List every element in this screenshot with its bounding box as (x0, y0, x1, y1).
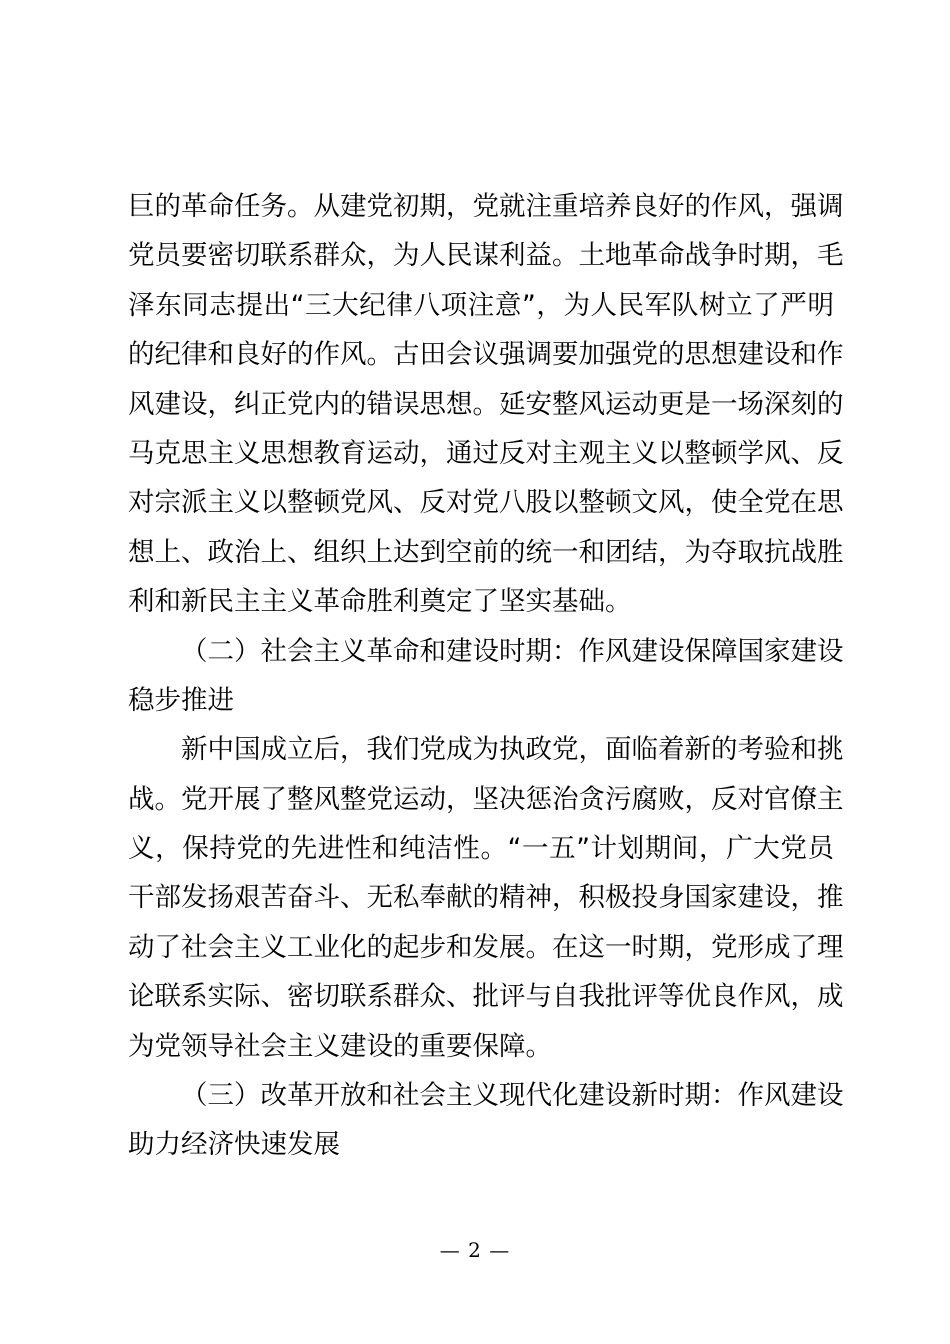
text-line: 义，保持党的先进性和纯洁性。“一五”计划期间，广大党员 (128, 833, 834, 865)
text-line: 稳步推进 (128, 684, 234, 716)
text-line: 泽东同志提出“三大纪律八项注意”，为人民军队树立了严明 (128, 289, 834, 321)
text-line: 论联系实际、密切联系群众、批评与自我批评等优良作风，成 (128, 981, 844, 1013)
text-line: 战。党开展了整风整党运动，坚决惩治贪污腐败，反对官僚主 (128, 783, 844, 815)
text-line: 巨的革命任务。从建党初期，党就注重培养良好的作风，强调 (128, 191, 844, 222)
page-number: — 2 — (439, 1238, 511, 1262)
text-line: 为党领导社会主义建设的重要保障。 (128, 1030, 552, 1062)
text-line: 的纪律和良好的作风。古田会议强调要加强党的思想建设和作 (128, 339, 844, 371)
text-line: 干部发扬艰苦奋斗、无私奉献的精神，积极投身国家建设，推 (128, 882, 844, 914)
text-line: 想上、政治上、组织上达到空前的统一和团结，为夺取抗战胜 (128, 536, 844, 568)
text-line: 对宗派主义以整顿党风、反对党八股以整顿文风，使全党在思 (128, 487, 844, 519)
text-line: 利和新民主主义革命胜利奠定了坚实基础。 (128, 586, 632, 618)
text-line: 马克思主义思想教育运动，通过反对主观主义以整顿学风、反 (128, 437, 844, 469)
text-line: 新中国成立后，我们党成为执政党，面临着新的考验和挑 (181, 734, 844, 766)
text-line: 党员要密切联系群众，为人民谋利益。土地革命战争时期，毛 (128, 240, 844, 272)
body-text (128, 182, 844, 1170)
text-line: （三）改革开放和社会主义现代化建设新时期：作风建设 (181, 1080, 844, 1112)
text-line: （二）社会主义革命和建设时期：作风建设保障国家建设 (181, 635, 844, 667)
text-line: 风建设，纠正党内的错误思想。延安整风运动更是一场深刻的 (128, 388, 844, 420)
text-line: 动了社会主义工业化的起步和发展。在这一时期，党形成了理 (128, 931, 844, 963)
text-line: 助力经济快速发展 (128, 1129, 340, 1161)
